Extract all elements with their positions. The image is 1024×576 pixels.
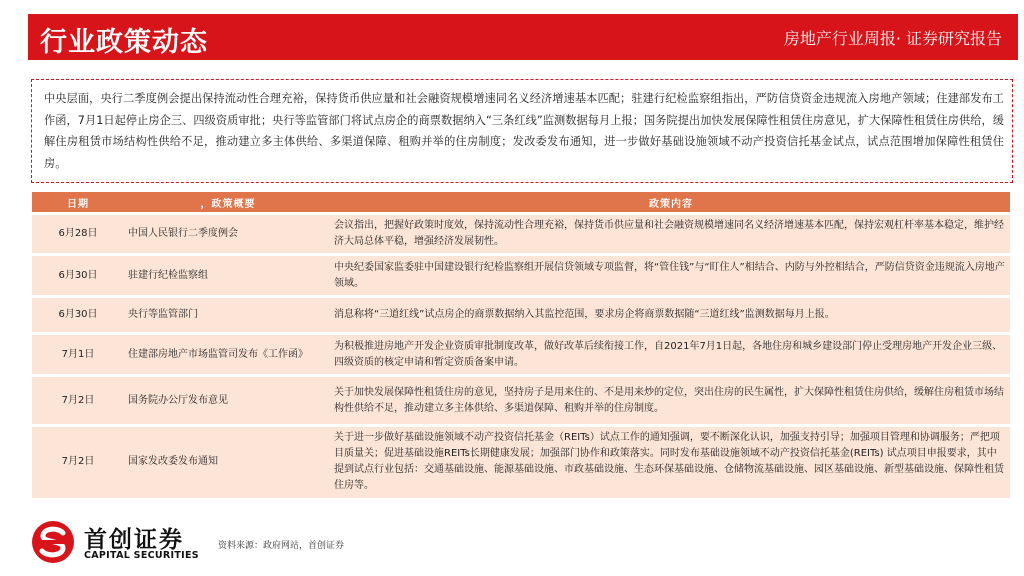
logo-chinese-name: 首创证券 xyxy=(84,527,184,553)
row-date: 6月28日 xyxy=(32,214,124,255)
logo-english-name: CAPITAL SECURITIES xyxy=(84,550,199,561)
table-header-row xyxy=(32,192,1010,214)
row-content: 为积极推进房地产开发企业资质审批制度改革，做好改革后续衔接工作，自2021年7月1日起，各地住房和城乡建设部门停止受理房地产开发企业三级、四级资质的核定申请和暂定资质备案申请。 xyxy=(332,334,1010,376)
page-title: 行业政策动态 xyxy=(40,27,208,58)
row-date: 7月1日 xyxy=(32,334,124,376)
column-header-content: 政策内容 xyxy=(332,192,1010,214)
row-date: 6月30日 xyxy=(32,255,124,297)
summary-box: 中央层面，央行二季度例会提出保持流动性合理充裕，保持货币供应量和社会融资规模增速同名义经济增速基本匹配；驻建行纪检监察组指出，严防信贷资金违规流入房地产领域；住建部发布工作函，7月1日起停止房企三、四级资质审批；央行等监管部门将试点房企的商票数据纳入“三条红线”监测数据每月上报；国务院提出加快发展保障性租赁住房意见，扩大保障性租赁住房供给，缓解住房租赁市场结构性供给不足，推动建立多主体供给、多渠道保障、租购并举的住房制度；发改委发布通知，进一步做好基础设施领域不动产投资信托基金试点，试点范围增加保障性租赁住房。 xyxy=(31,79,1013,183)
column-header-date: 日期 xyxy=(32,192,124,214)
source-note: 资料来源：政府网站，首创证券 xyxy=(218,541,345,551)
row-content: 关于加快发展保障性租赁住房的意见，坚持房子是用来住的、不是用来炒的定位，突出住房的民生属性，扩大保障性租赁住房供给，缓解住房租赁市场结构性供给不足，推动建立多主体供给、多渠道保障、租购并举的住房制度。 xyxy=(332,376,1010,426)
row-date: 7月2日 xyxy=(32,376,124,426)
row-date: 6月30日 xyxy=(32,297,124,334)
table-row xyxy=(32,334,1010,376)
row-content: 中央纪委国家监委驻中国建设银行纪检监察组开展信贷领域专项监督，将“管住钱”与“盯住人”相结合、内防与外控相结合，严防信贷资金违规流入房地产领域。 xyxy=(332,255,1010,297)
row-org: 中国人民银行二季度例会 xyxy=(124,214,332,255)
column-header-summary: ，政策概要 xyxy=(124,192,332,214)
row-content: 关于进一步做好基础设施领域不动产投资信托基金（REITs）试点工作的通知强调，要不断深化认识，加强支持引导；加强项目管理和协调服务；严把项目质量关；促进基础设施REITs长期健康发展；加强部门协作和政策落实。同时发布基础设施领域不动产投资信托基金(REITs) 试点项目申报要求，其中提到试点行业包括：交通基础设施、能源基础设施、市政基础设施、生态环保基础设施、仓储物流基础设施、园区基础设施、新型基础设施、保障性租赁住房等。 xyxy=(332,426,1010,498)
row-date: 7月2日 xyxy=(32,426,124,498)
table-row xyxy=(32,255,1010,297)
table-row xyxy=(32,376,1010,426)
header-bar xyxy=(28,14,1018,60)
row-org: 央行等监管部门 xyxy=(124,297,332,334)
table-row xyxy=(32,214,1010,255)
row-content: 消息称将“三道红线”试点房企的商票数据纳入其监控范围，要求房企将商票数据随“三道红线”监测数据每月上报。 xyxy=(332,297,1010,334)
capital-securities-logo-icon xyxy=(30,519,78,565)
row-org: 国务院办公厅发布意见 xyxy=(124,376,332,426)
report-label: 房地产行业周报· 证券研究报告 xyxy=(783,29,1002,48)
table-row xyxy=(32,426,1010,498)
company-logo xyxy=(30,519,220,567)
row-org: 住建部房地产市场监管司发布《工作函》 xyxy=(124,334,332,376)
row-org: 驻建行纪检监察组 xyxy=(124,255,332,297)
table-row xyxy=(32,297,1010,334)
row-content: 会议指出，把握好政策时度效，保持流动性合理充裕，保持货币供应量和社会融资规模增速同名义经济增速基本匹配，保持宏观杠杆率基本稳定，维护经济大局总体平稳，增强经济发展韧性。 xyxy=(332,214,1010,255)
row-org: 国家发改委发布通知 xyxy=(124,426,332,498)
policy-table xyxy=(32,192,1010,498)
